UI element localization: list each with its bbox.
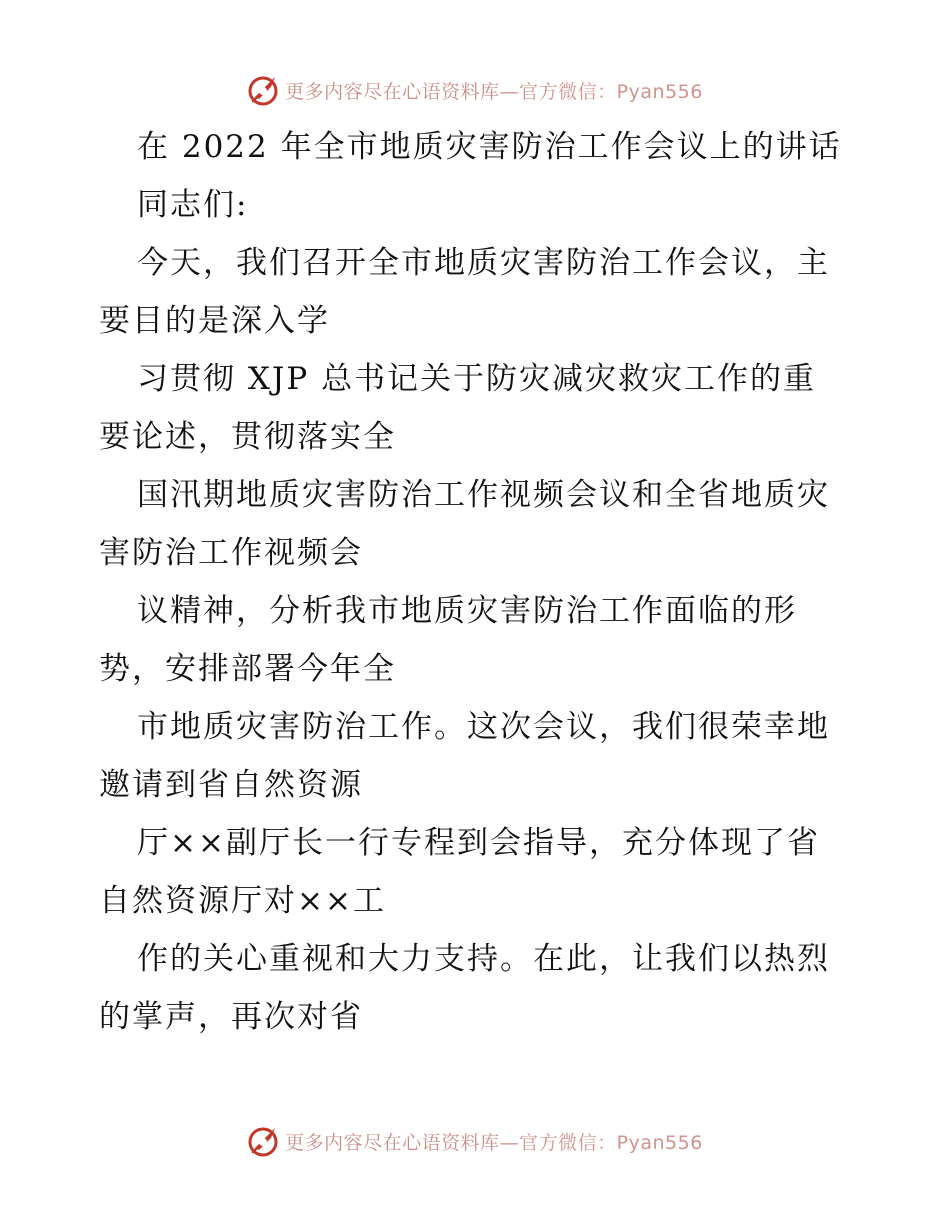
body-line: 国汛期地质灾害防治工作视频会议和全省地质灾 (137, 477, 830, 513)
salutation: 同志们: (137, 187, 249, 223)
footer-banner (0, 1121, 950, 1161)
header-banner-wechat: 官方微信：Pyan556 (519, 80, 703, 103)
header-banner (0, 70, 950, 110)
footer-banner-main: 更多内容尽在心语资料库 (285, 1131, 500, 1154)
body-line: 要目的是深入学 (99, 303, 330, 339)
body-line: 自然资源厅对××工 (99, 883, 386, 919)
body-line: 邀请到省自然资源 (99, 767, 363, 803)
body-line: 要论述，贯彻落实全 (99, 419, 396, 455)
document-title: 在 2022 年全市地质灾害防治工作会议上的讲话 (137, 129, 842, 165)
body-line: 市地质灾害防治工作。这次会议，我们很荣幸地 (137, 709, 830, 745)
body-line: 今天，我们召开全市地质灾害防治工作会议，主 (137, 245, 830, 281)
footer-banner-text (285, 1128, 703, 1155)
footer-banner-wechat: 官方微信：Pyan556 (519, 1131, 703, 1154)
body-line: 议精神，分析我市地质灾害防治工作面临的形 (137, 593, 797, 629)
body-line: 势，安排部署今年全 (99, 651, 396, 687)
body-line: 作的关心重视和大力支持。在此，让我们以热烈 (137, 941, 830, 977)
footer-banner-separator: — (499, 1131, 520, 1154)
header-banner-main: 更多内容尽在心语资料库 (285, 80, 500, 103)
header-banner-separator: — (499, 80, 520, 103)
header-banner-text (285, 77, 703, 104)
quill-logo-icon (247, 1124, 281, 1158)
quill-logo-icon (247, 73, 281, 107)
body-line: 习贯彻 XJP 总书记关于防灾减灾救灾工作的重 (137, 361, 817, 397)
body-line: 厅××副厅长一行专程到会指导，充分体现了省 (137, 825, 820, 861)
body-line: 害防治工作视频会 (99, 535, 363, 571)
body-line: 的掌声，再次对省 (99, 999, 363, 1035)
